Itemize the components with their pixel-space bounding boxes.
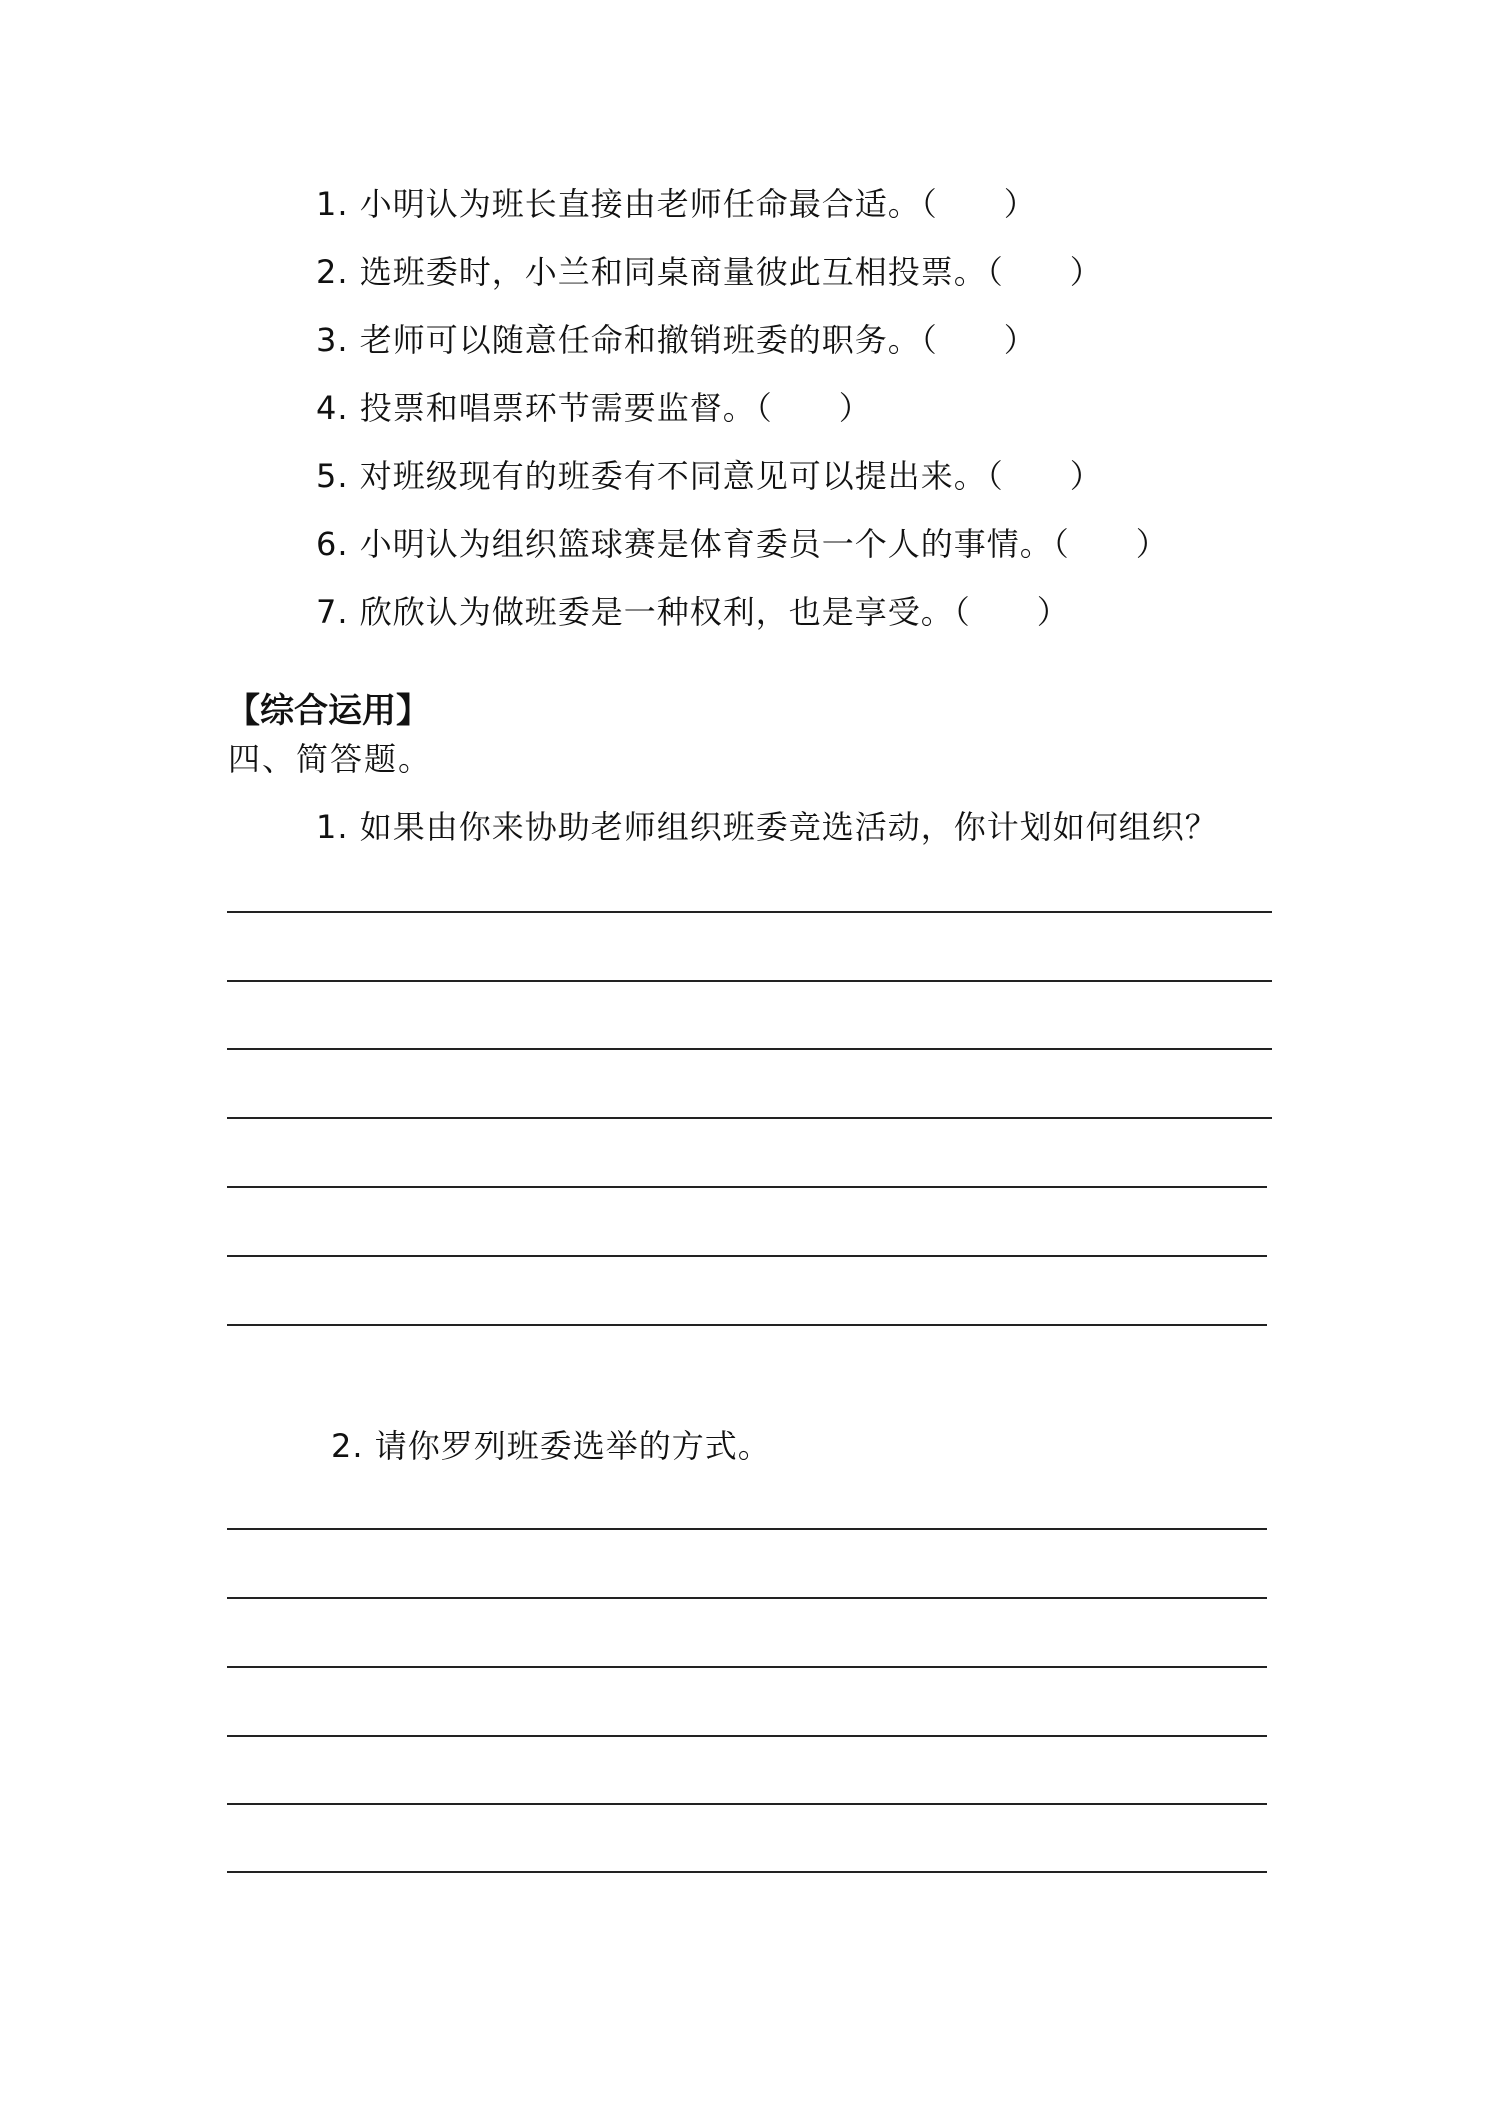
- answer-line[interactable]: [227, 1255, 1267, 1257]
- statement-item-1: 1. 小明认为班长直接由老师任命最合适。（ ）: [316, 185, 1037, 223]
- answer-line[interactable]: [227, 1186, 1267, 1188]
- answer-line[interactable]: [227, 1666, 1267, 1668]
- answer-line[interactable]: [227, 1871, 1267, 1873]
- question-1: 1. 如果由你来协助老师组织班委竞选活动，你计划如何组织？: [316, 808, 1218, 846]
- statement-item-2: 2. 选班委时，小兰和同桌商量彼此互相投票。（ ）: [316, 253, 1103, 291]
- answer-line[interactable]: [227, 1324, 1267, 1326]
- answer-line[interactable]: [227, 1048, 1272, 1050]
- statement-item-7: 7. 欣欣认为做班委是一种权利，也是享受。（ ）: [316, 593, 1070, 631]
- statement-item-4: 4. 投票和唱票环节需要监督。（ ）: [316, 389, 872, 427]
- section-header: 【综合运用】: [226, 691, 430, 731]
- answer-line[interactable]: [227, 1528, 1267, 1530]
- answer-line[interactable]: [227, 1735, 1267, 1737]
- answer-line[interactable]: [227, 980, 1272, 982]
- answer-line[interactable]: [227, 911, 1272, 913]
- question-2: 2. 请你罗列班委选举的方式。: [331, 1427, 771, 1465]
- answer-line[interactable]: [227, 1597, 1267, 1599]
- answer-line[interactable]: [227, 1803, 1267, 1805]
- statement-item-6: 6. 小明认为组织篮球赛是体育委员一个人的事情。（ ）: [316, 525, 1169, 563]
- statement-item-3: 3. 老师可以随意任命和撤销班委的职务。（ ）: [316, 321, 1037, 359]
- statement-item-5: 5. 对班级现有的班委有不同意见可以提出来。（ ）: [316, 457, 1103, 495]
- part-title: 四、简答题。: [228, 740, 433, 778]
- answer-line[interactable]: [227, 1117, 1272, 1119]
